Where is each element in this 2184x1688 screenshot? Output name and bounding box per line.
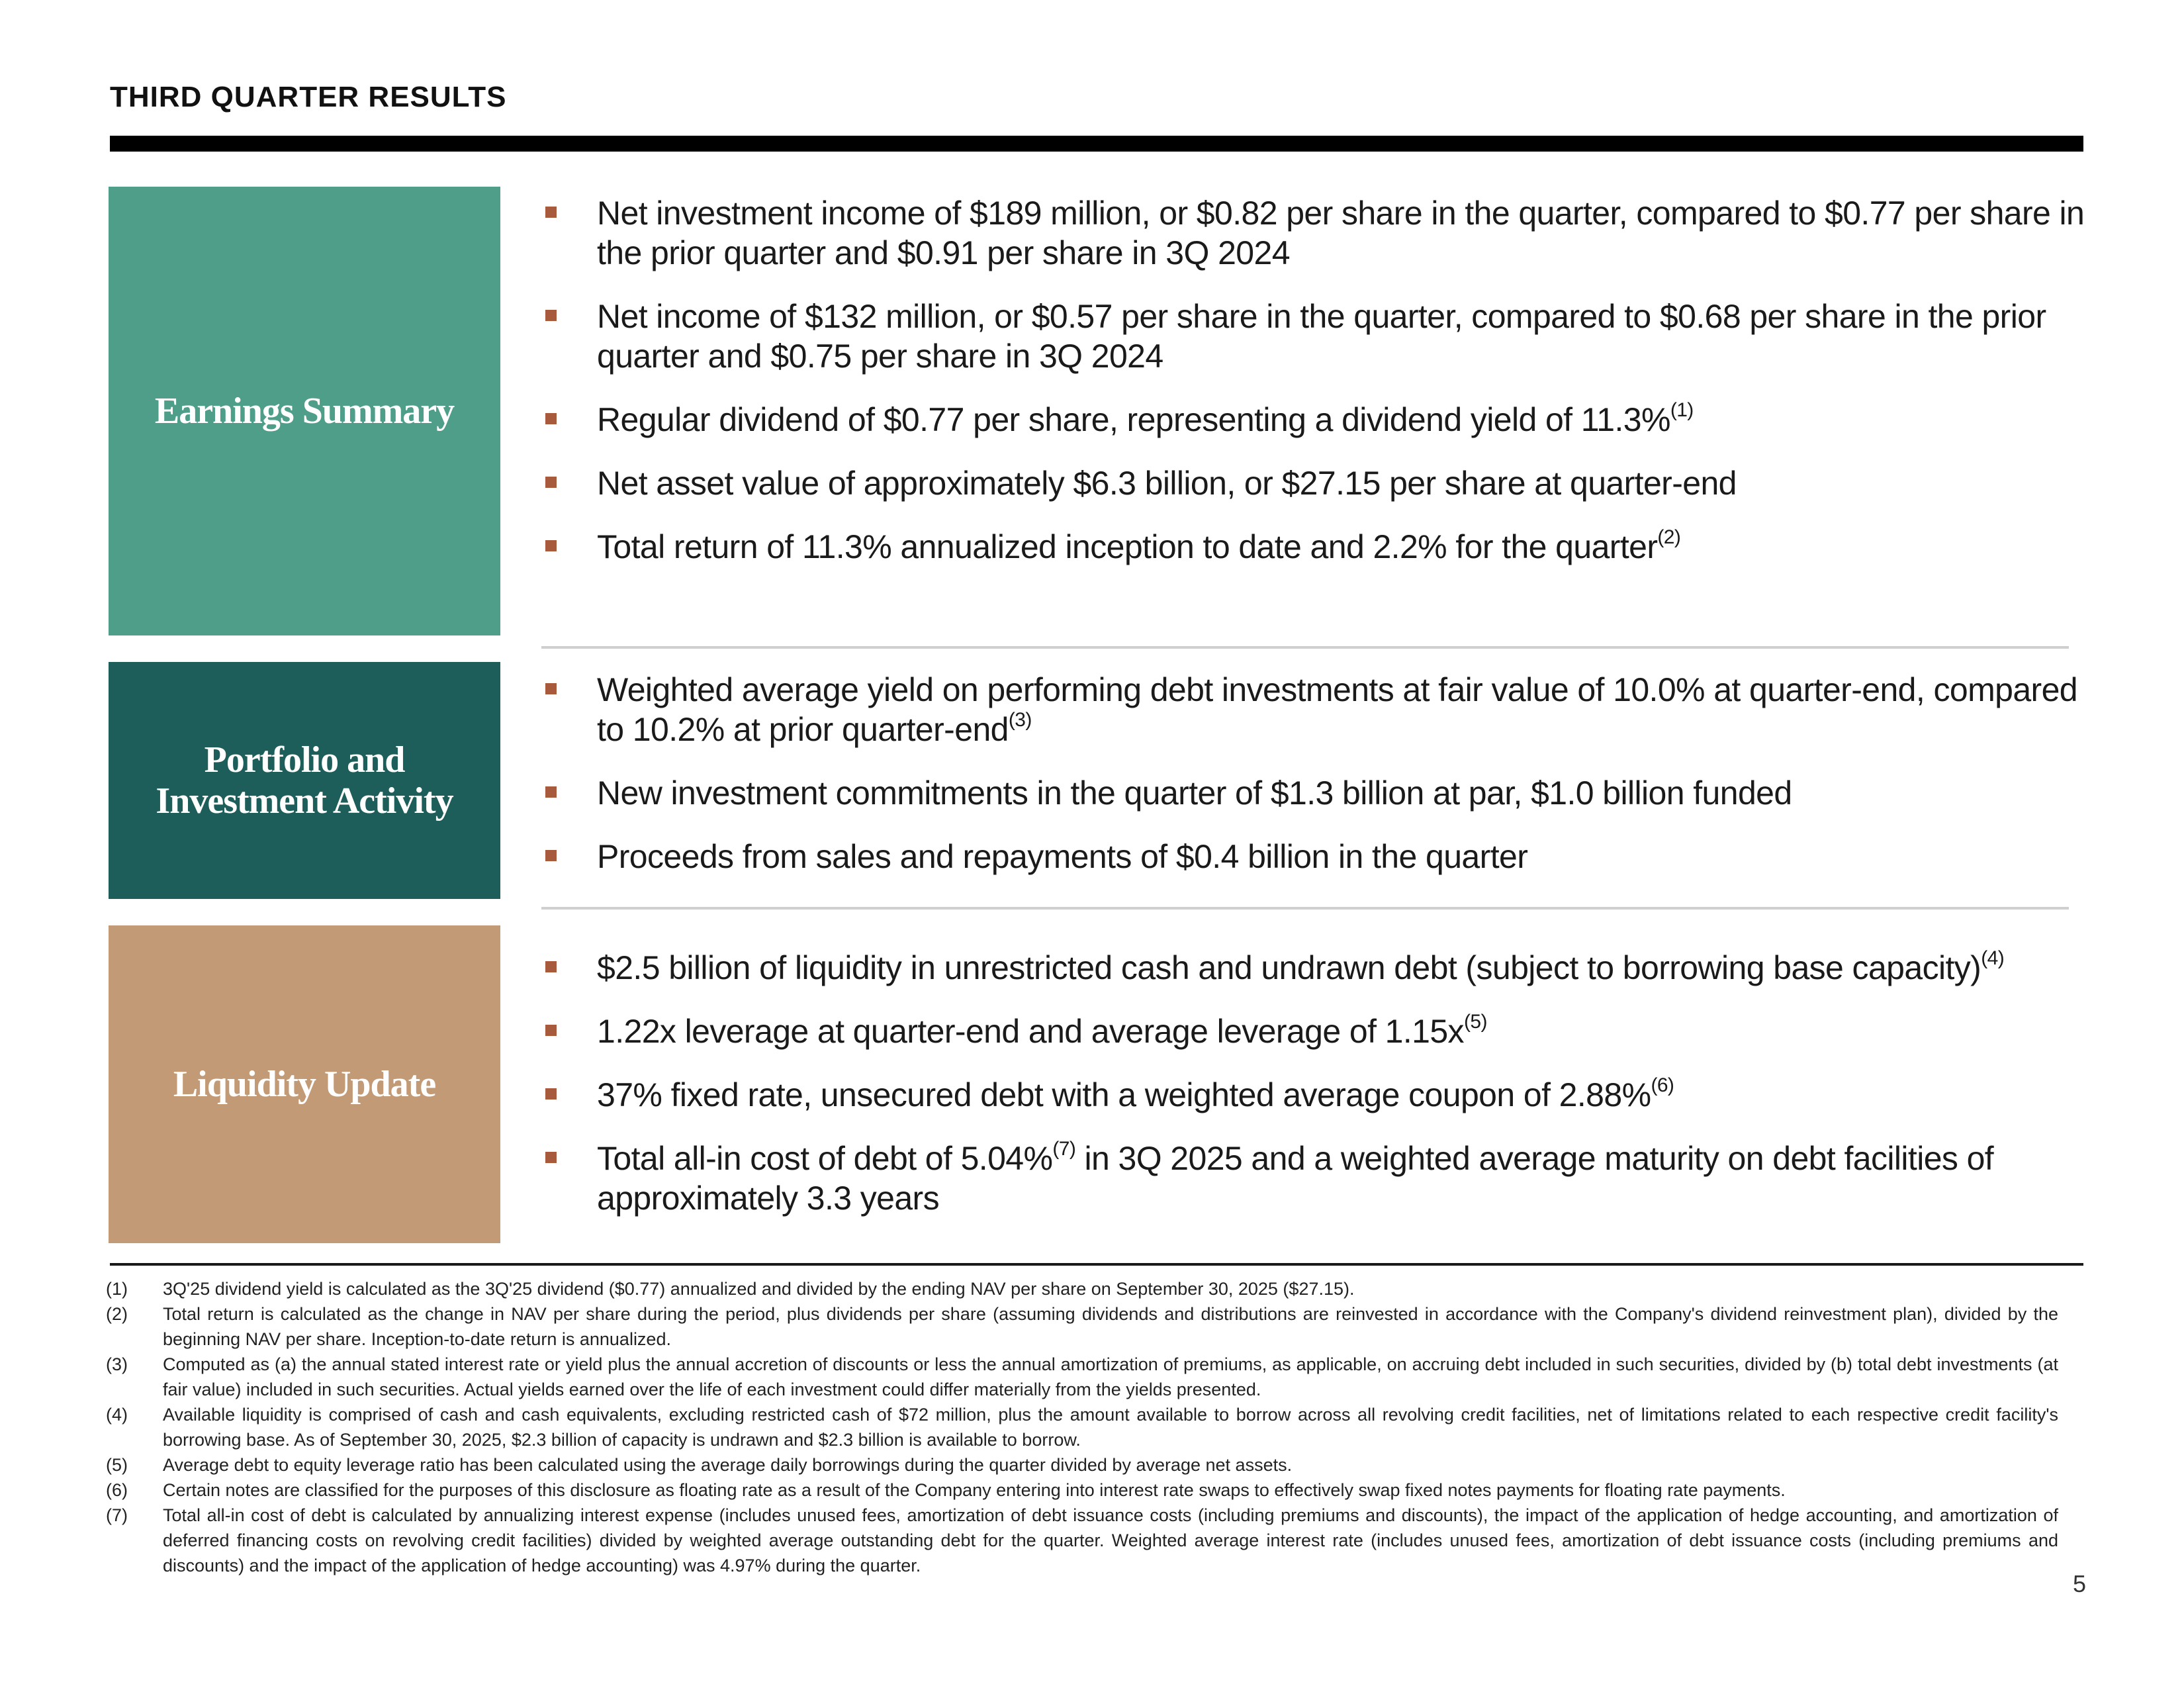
liquidity-update-label: Liquidity Update xyxy=(173,1064,436,1105)
section-divider xyxy=(541,907,2069,910)
section-divider xyxy=(541,646,2069,649)
portfolio-bullets xyxy=(543,670,2085,900)
list-item: Regular dividend of $0.77 per share, representing a dividend yield of 11.3%$^{(1)}$ xyxy=(543,400,2085,440)
list-item: Total return of 11.3% annualized inception to date and 2.2% for the quarter$^{(2)}$ xyxy=(543,527,2085,567)
list-item: Net income of $132 million, or $0.57 per share in the quarter, compared to $0.68 per share in the prior quarter and $0.75 per share in 3Q 2024 xyxy=(543,297,2085,376)
square-bullet-icon xyxy=(545,961,557,972)
list-item: $2.5 billion of liquidity in unrestricted cash and undrawn debt (subject to borrowing base capacity)$^{(4)}$ xyxy=(543,948,2085,988)
list-item: Total all-in cost of debt of 5.04%$^{(7)}$ in 3Q 2025 and a weighted average maturity on debt facilities of approximately 3.3 years xyxy=(543,1139,2085,1218)
list-item: Weighted average yield on performing debt investments at fair value of 10.0% at quarter-end, compared to 10.2% at prior quarter-end$^{(3)}$ xyxy=(543,670,2085,749)
square-bullet-icon xyxy=(545,310,557,321)
footnote-ref: (6) xyxy=(1651,1074,1674,1097)
footnote-ref: (1) xyxy=(1670,399,1694,422)
list-item: 37% fixed rate, unsecured debt with a weighted average coupon of 2.88%$^{(6)}$ xyxy=(543,1075,2085,1115)
portfolio-activity-box xyxy=(109,662,500,899)
list-item: New investment commitments in the quarter of $1.3 billion at par, $1.0 billion funded xyxy=(543,773,2085,813)
page-title: THIRD QUARTER RESULTS xyxy=(110,81,507,113)
footnote-ref: (5) xyxy=(1463,1011,1487,1033)
footnote: (6) Certain notes are classified for the purposes of this disclosure as floating rate as a result of the Company entering into interest rate swaps to effectively swap fixed notes payments for floating rate payments. xyxy=(106,1480,1786,1500)
footnote: (2) Total return is calculated as the change in NAV per share during the period, plus dividends per share (assuming dividends and distributions are reinvested in accordance with the Company's dividend reinvestment plan), divided by the beginning NAV per share. Inception-to-date return is annualized. xyxy=(106,1304,2058,1349)
square-bullet-icon xyxy=(545,477,557,488)
title-rule xyxy=(110,136,2083,152)
liquidity-update-box xyxy=(109,925,500,1243)
portfolio-activity-label: Portfolio and Investment Activity xyxy=(156,739,453,821)
square-bullet-icon xyxy=(545,1088,557,1100)
list-item: Proceeds from sales and repayments of $0.4 billion in the quarter xyxy=(543,837,2085,876)
footnote-rule xyxy=(110,1263,2083,1266)
square-bullet-icon xyxy=(545,1025,557,1036)
footnote-ref: (3) xyxy=(1008,709,1032,731)
square-bullet-icon xyxy=(545,786,557,798)
earnings-summary-label: Earnings Summary xyxy=(154,391,455,432)
list-item: Net asset value of approximately $6.3 billion, or $27.15 per share at quarter-end xyxy=(543,463,2085,503)
liquidity-bullets xyxy=(543,948,2085,1242)
list-item: Net investment income of $189 million, or $0.82 per share in the quarter, compared to $0.77 per share in the prior quarter and $0.91 per share in 3Q 2024 xyxy=(543,193,2085,273)
square-bullet-icon xyxy=(545,1152,557,1163)
list-item: 1.22x leverage at quarter-end and average leverage of $1.15x^{(5)}$ xyxy=(543,1011,2085,1051)
square-bullet-icon xyxy=(545,413,557,424)
footnote-ref: (2) xyxy=(1657,526,1681,549)
footnote: (3) Computed as (a) the annual stated interest rate or yield plus the annual accretion of discounts or less the annual amortization of premiums, as applicable, on accruing debt included in such securities, divided by (b) total debt investments (at fair value) included in such securities. Actual yields earned over the life of each investment could differ materially from the yields presented. xyxy=(106,1354,2058,1399)
square-bullet-icon xyxy=(545,207,557,218)
footnote-ref: (4) xyxy=(1981,947,2005,970)
footnote: (5) Average debt to equity leverage ratio has been calculated using the average daily borrowings during the quarter divided by average net assets. xyxy=(106,1455,1293,1475)
page-number: 5 xyxy=(2072,1570,2086,1597)
footnotes xyxy=(106,1276,2058,1578)
footnote: (4) Available liquidity is comprised of cash and cash equivalents, excluding restricted cash of $72 million, plus the amount available to borrow across all revolving credit facilities, net of limitations related to each respective credit facility's borrowing base. As of September 30, 2025, $2.3 billion of capacity is undrawn and $2.3 billion is available to borrow. xyxy=(106,1405,2058,1450)
footnote: (7) Total all-in cost of debt is calculated by annualizing interest expense (includes unused fees, amortization of debt issuance costs (including premiums and discounts), the impact of the application of hedge accounting, and amortization of deferred financing costs on revolving credit facilities) divided by weighted average outstanding debt for the quarter. Weighted average interest rate (includes unused fees, amortization of debt issuance costs (including premiums and discounts) and the impact of the application of hedge accounting) was 4.97% during the quarter. xyxy=(106,1505,2058,1575)
square-bullet-icon xyxy=(545,540,557,551)
earnings-summary-box xyxy=(109,187,500,635)
square-bullet-icon xyxy=(545,683,557,694)
footnote: (1) 3Q'25 dividend yield is calculated as the 3Q'25 dividend ($0.77) annualized and divided by the ending NAV per share on September 30, 2025 ($27.15). xyxy=(106,1279,1355,1299)
square-bullet-icon xyxy=(545,850,557,861)
footnote-ref: (7) xyxy=(1052,1138,1076,1160)
earnings-bullets xyxy=(543,193,2085,590)
